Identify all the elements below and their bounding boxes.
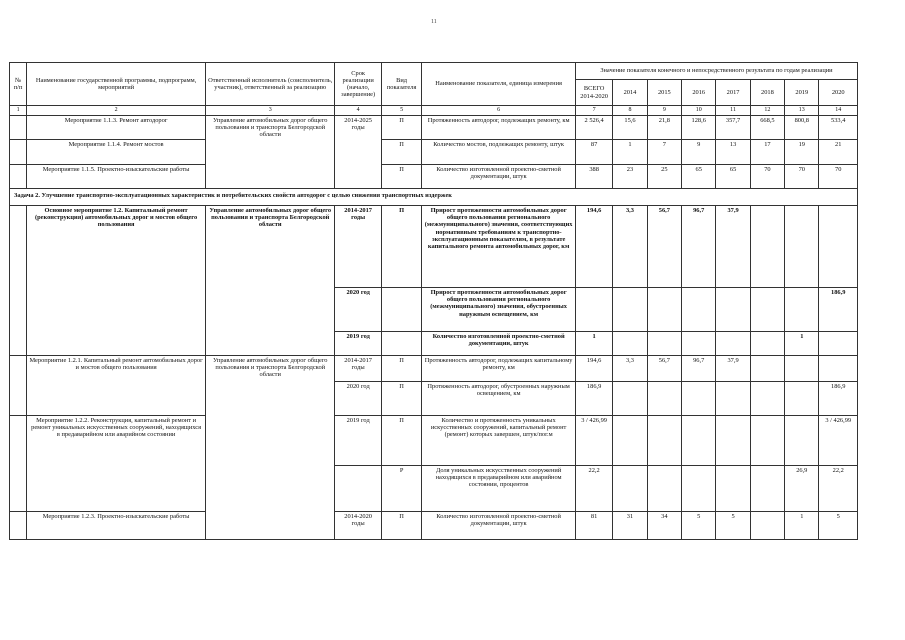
indicator-kind: П xyxy=(381,356,421,382)
value-cell xyxy=(750,466,784,512)
indicator-name: Прирост протяженности автомобильных дорог общего пользования регионального (межмуниципального) значения, соответствующих нормативным требованиям к транспортно-эксплуатационным показателям, в результате капитального ремонта автомобильных дорог, км xyxy=(422,206,576,288)
value-cell: 26,9 xyxy=(785,466,819,512)
task-title: Задача 2. Улучшение транспортно-эксплуатационных характеристик и потребительских свойств автодорог с целью снижения транспортных издержек xyxy=(10,189,858,206)
event-name: Основное мероприятие 1.2. Капитальный ремонт (реконструкция) автомобильных дорог и мостов общего пользования xyxy=(27,206,206,356)
value-cell xyxy=(716,382,750,416)
value-cell xyxy=(785,288,819,332)
table-row xyxy=(10,416,858,466)
colnum: 1 xyxy=(10,106,27,116)
value-cell: 56,7 xyxy=(647,356,681,382)
value-cell: 56,7 xyxy=(647,206,681,288)
table-row xyxy=(10,165,858,189)
term: 2014-2017 годы xyxy=(335,206,381,288)
value-cell: 37,9 xyxy=(716,206,750,288)
task-row xyxy=(10,189,858,206)
indicator-kind: П xyxy=(381,206,421,288)
indicator-name: Количество изготовленной проектно-сметной документации, штук xyxy=(422,165,576,189)
value-cell: 13 xyxy=(716,140,750,165)
column-numbers-row xyxy=(10,106,858,116)
event-name: Мероприятие 1.2.1. Капитальный ремонт автомобильных дорог и мостов общего пользования xyxy=(27,356,206,416)
value-cell: 21 xyxy=(819,140,858,165)
value-cell xyxy=(750,332,784,356)
value-cell: 1 xyxy=(785,332,819,356)
value-cell: 17 xyxy=(750,140,784,165)
value-cell xyxy=(575,288,612,332)
header-no: № п/п xyxy=(10,63,27,106)
value-cell: 3,3 xyxy=(613,206,647,288)
value-cell: 25 xyxy=(647,165,681,189)
header-values-group: Значение показателя конечного и непосредственного результата по годам реализации xyxy=(575,63,857,80)
colnum: 13 xyxy=(785,106,819,116)
value-cell xyxy=(647,466,681,512)
indicator-name: Количество мостов, подлежащих ремонту, штук xyxy=(422,140,576,165)
indicator-kind: П xyxy=(381,512,421,540)
value-cell: 70 xyxy=(785,165,819,189)
value-cell: 65 xyxy=(682,165,716,189)
responsible: Управление автомобильных дорог общего пользования и транспорта Белгородской области xyxy=(206,356,335,540)
indicator-kind: П xyxy=(381,382,421,416)
header-year: 2020 xyxy=(819,80,858,106)
value-cell: 22,2 xyxy=(819,466,858,512)
value-cell: 96,7 xyxy=(682,356,716,382)
value-cell: 81 xyxy=(575,512,612,540)
value-cell xyxy=(750,206,784,288)
indicator-name: Количество изготовленной проектно-сметной документации, штук xyxy=(422,332,576,356)
value-cell: 22,2 xyxy=(575,466,612,512)
value-cell: 3 / 426,99 xyxy=(575,416,612,466)
colnum: 7 xyxy=(575,106,612,116)
indicator-name: Доля уникальных искусственных сооружений находящихся в предаварийном или аварийном состоянии, процентов xyxy=(422,466,576,512)
value-cell xyxy=(682,382,716,416)
value-cell: 800,8 xyxy=(785,116,819,140)
header-total: ВСЕГО 2014-2020 xyxy=(575,80,612,106)
table-row xyxy=(10,512,858,540)
value-cell xyxy=(647,416,681,466)
value-cell: 31 xyxy=(613,512,647,540)
indicator-name: Количество и протяженность уникальных искусственных сооружений, капитальный ремонт (ремонт) которых завершен, штук/пог.м xyxy=(422,416,576,466)
value-cell: 23 xyxy=(613,165,647,189)
value-cell xyxy=(819,356,858,382)
header-year: 2015 xyxy=(647,80,681,106)
header-term: Срок реализации (начало, завершение) xyxy=(335,63,381,106)
value-cell xyxy=(647,332,681,356)
value-cell xyxy=(682,288,716,332)
value-cell xyxy=(716,332,750,356)
value-cell xyxy=(785,382,819,416)
indicator-kind xyxy=(381,288,421,332)
indicator-name: Прирост протяженности автомобильных дорог общего пользования регионального (межмуниципального) значения, обустроенных наружным освещением, км xyxy=(422,288,576,332)
indicator-name: Протяженность автодорог, подлежащих ремонту, км xyxy=(422,116,576,140)
value-cell xyxy=(647,382,681,416)
value-cell: 194,6 xyxy=(575,356,612,382)
value-cell: 5 xyxy=(682,512,716,540)
event-name: Мероприятие 1.1.5. Проектно-изыскательские работы xyxy=(27,165,206,189)
value-cell: 357,7 xyxy=(716,116,750,140)
colnum: 14 xyxy=(819,106,858,116)
value-cell xyxy=(785,356,819,382)
value-cell xyxy=(682,466,716,512)
value-cell: 1 xyxy=(785,512,819,540)
colnum: 2 xyxy=(27,106,206,116)
value-cell xyxy=(716,288,750,332)
value-cell xyxy=(613,382,647,416)
value-cell xyxy=(750,288,784,332)
indicator-kind xyxy=(381,332,421,356)
value-cell: 96,7 xyxy=(682,206,716,288)
term: 2014-2025 годы xyxy=(335,116,381,189)
term: 2014-2020 годы xyxy=(335,512,381,540)
responsible: Управление автомобильных дорог общего пользования и транспорта Белгородской области xyxy=(206,206,335,356)
indicator-kind: Р xyxy=(381,466,421,512)
colnum: 11 xyxy=(716,106,750,116)
event-name: Мероприятие 1.1.4. Ремонт мостов xyxy=(27,140,206,165)
responsible: Управление автомобильных дорог общего пользования и транспорта Белгородской области xyxy=(206,116,335,189)
value-cell: 533,4 xyxy=(819,116,858,140)
colnum: 9 xyxy=(647,106,681,116)
value-cell: 128,6 xyxy=(682,116,716,140)
header-row xyxy=(10,63,858,80)
event-name: Мероприятие 1.2.2. Реконструкция, капитальный ремонт и ремонт уникальных искусственных сооружений, находящихся в предаварийном или аварийном состоянии xyxy=(27,416,206,512)
table-row xyxy=(10,356,858,382)
header-kind: Вид показателя xyxy=(381,63,421,106)
value-cell xyxy=(716,466,750,512)
indicators-table xyxy=(9,62,858,540)
header-indicator: Наименование показателя, единица измерения xyxy=(422,63,576,106)
value-cell: 3 / 426,99 xyxy=(819,416,858,466)
indicator-name: Количество изготовленной проектно-сметной документации, штук xyxy=(422,512,576,540)
term: 2014-2017 годы xyxy=(335,356,381,382)
indicator-name: Протяженность автодорог, обустроенных наружным освещением, км xyxy=(422,382,576,416)
value-cell xyxy=(682,416,716,466)
indicator-kind: П xyxy=(381,416,421,466)
header-year: 2016 xyxy=(682,80,716,106)
value-cell xyxy=(613,466,647,512)
value-cell xyxy=(785,206,819,288)
value-cell: 5 xyxy=(716,512,750,540)
colnum: 3 xyxy=(206,106,335,116)
value-cell xyxy=(750,416,784,466)
value-cell: 21,8 xyxy=(647,116,681,140)
indicator-name: Протяженность автодорог, подлежащих капитальному ремонту, км xyxy=(422,356,576,382)
term: 2020 год xyxy=(335,288,381,332)
colnum: 12 xyxy=(750,106,784,116)
colnum: 4 xyxy=(335,106,381,116)
colnum: 5 xyxy=(381,106,421,116)
value-cell xyxy=(785,416,819,466)
value-cell: 388 xyxy=(575,165,612,189)
value-cell xyxy=(647,288,681,332)
header-year: 2018 xyxy=(750,80,784,106)
value-cell: 2 526,4 xyxy=(575,116,612,140)
event-name: Мероприятие 1.1.3. Ремонт автодорог xyxy=(27,116,206,140)
term: 2020 год xyxy=(335,382,381,416)
value-cell xyxy=(613,288,647,332)
term: 2019 год xyxy=(335,416,381,466)
value-cell xyxy=(750,356,784,382)
colnum: 10 xyxy=(682,106,716,116)
term xyxy=(335,466,381,512)
value-cell xyxy=(750,512,784,540)
value-cell: 19 xyxy=(785,140,819,165)
header-year: 2019 xyxy=(785,80,819,106)
value-cell: 1 xyxy=(613,140,647,165)
value-cell: 1 xyxy=(575,332,612,356)
table-row xyxy=(10,116,858,140)
value-cell: 9 xyxy=(682,140,716,165)
indicator-kind: П xyxy=(381,116,421,140)
value-cell xyxy=(819,206,858,288)
value-cell: 7 xyxy=(647,140,681,165)
table-row xyxy=(10,206,858,288)
value-cell: 15,6 xyxy=(613,116,647,140)
header-year: 2017 xyxy=(716,80,750,106)
value-cell: 34 xyxy=(647,512,681,540)
value-cell xyxy=(682,332,716,356)
value-cell xyxy=(750,382,784,416)
indicator-kind: П xyxy=(381,165,421,189)
colnum: 8 xyxy=(613,106,647,116)
colnum: 6 xyxy=(422,106,576,116)
value-cell: 194,6 xyxy=(575,206,612,288)
header-year: 2014 xyxy=(613,80,647,106)
value-cell: 70 xyxy=(750,165,784,189)
value-cell: 3,3 xyxy=(613,356,647,382)
value-cell: 87 xyxy=(575,140,612,165)
term: 2019 год xyxy=(335,332,381,356)
value-cell: 65 xyxy=(716,165,750,189)
value-cell xyxy=(613,332,647,356)
value-cell xyxy=(819,332,858,356)
value-cell: 186,9 xyxy=(819,382,858,416)
event-name: Мероприятие 1.2.3. Проектно-изыскательские работы xyxy=(27,512,206,540)
indicator-kind: П xyxy=(381,140,421,165)
value-cell xyxy=(716,416,750,466)
value-cell xyxy=(613,416,647,466)
value-cell: 186,9 xyxy=(575,382,612,416)
value-cell: 37,9 xyxy=(716,356,750,382)
value-cell: 186,9 xyxy=(819,288,858,332)
header-responsible: Ответственный исполнитель (соисполнитель, участник), ответственный за реализацию xyxy=(206,63,335,106)
value-cell: 668,5 xyxy=(750,116,784,140)
page-number: 11 xyxy=(431,19,437,25)
value-cell: 5 xyxy=(819,512,858,540)
value-cell: 70 xyxy=(819,165,858,189)
header-name: Наименование государственной программы, подпрограмм, мероприятий xyxy=(27,63,206,106)
table-row xyxy=(10,140,858,165)
